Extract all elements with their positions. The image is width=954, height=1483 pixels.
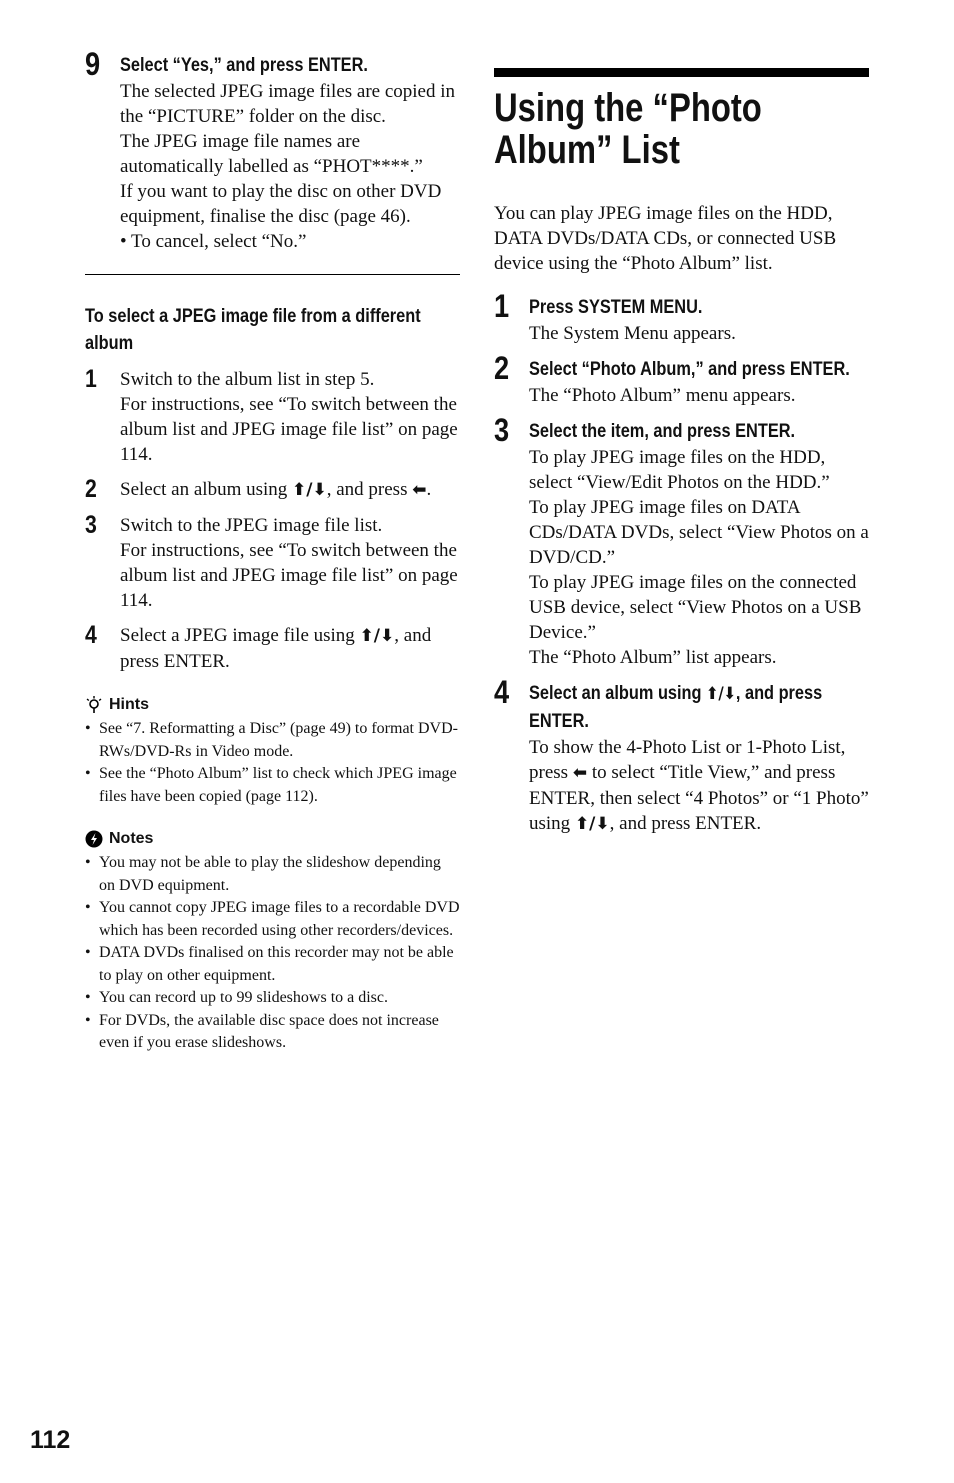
up-down-arrow-icon: ⬆/⬇ [706, 684, 736, 704]
step-text-part: , and press ENTER. [120, 625, 432, 672]
lightbulb-icon [85, 696, 103, 714]
notes-heading [85, 830, 460, 848]
page-number: 112 [30, 1426, 71, 1454]
step-text: The “Photo Album” list appears. [529, 647, 777, 668]
step-text [120, 477, 460, 503]
hints-heading [85, 696, 460, 714]
notes-box [85, 830, 460, 1055]
substep-4 [85, 623, 460, 674]
step-heading: Select the item, and press ENTER. [529, 421, 796, 442]
step-text-part: to select “Title View,” and press ENTER, then select “4 Photos” or “1 Photo” using [529, 762, 869, 834]
step-2 [494, 350, 869, 408]
list-item: • You can record up to 99 slideshows to a disc. [85, 987, 460, 1010]
step-text [529, 735, 869, 837]
left-column [85, 46, 460, 1055]
hints-list [85, 718, 460, 808]
return-arrow-icon: ⬅ [412, 480, 427, 500]
step-heading: Select “Photo Album,” and press ENTER. [529, 359, 850, 380]
step-3 [494, 412, 869, 670]
notes-warning-icon [85, 830, 103, 848]
step-text: Switch to the JPEG image file list. [120, 515, 383, 536]
up-down-arrow-icon: ⬆/⬇ [292, 480, 327, 500]
step-number: 1 [85, 365, 97, 393]
step-text-part: Select an album using [120, 479, 288, 500]
step-text-part: , and press ENTER. [609, 813, 762, 834]
step-text: The selected JPEG image files are copied in the “PICTURE” folder on the disc. [120, 81, 456, 127]
step-text-part: . [426, 479, 432, 500]
step-text [120, 623, 460, 674]
step-text-part: Select a JPEG image file using [120, 625, 355, 646]
up-down-arrow-icon: ⬆/⬇ [574, 814, 610, 834]
substep-1 [85, 367, 460, 467]
step-text: To play JPEG image files on the HDD, select “View/Edit Photos on the HDD.” [529, 447, 830, 493]
page-title [494, 87, 869, 171]
section-subheading: To select a JPEG image file from a different album [85, 306, 421, 354]
step-number: 3 [85, 511, 97, 539]
step-number: 2 [494, 350, 510, 386]
step-text: Switch to the album list in step 5. [120, 369, 375, 390]
list-item: • See “7. Reformatting a Disc” (page 49) to format DVD-RWs/DVD-Rs in Video mode. [85, 718, 460, 763]
step-1 [494, 288, 869, 346]
hints-box [85, 696, 460, 808]
list-item: • You may not be able to play the slideshow depending on DVD equipment. [85, 852, 460, 897]
hints-title: Hints [109, 696, 149, 713]
substep-2 [85, 477, 460, 503]
return-arrow-icon: ⬅ [572, 763, 588, 783]
step-text: If you want to play the disc on other DVD equipment, finalise the disc (page 46). [120, 181, 442, 227]
step-text: • To cancel, select “No.” [120, 231, 307, 252]
step-number: 3 [494, 412, 510, 448]
step-text: The System Menu appears. [529, 323, 736, 344]
step-number: 9 [85, 46, 101, 82]
step-heading-part: Select an album using [529, 683, 702, 704]
step-4 [494, 674, 869, 837]
step-heading: Press SYSTEM MENU. [529, 297, 703, 318]
list-item: • DATA DVDs finalised on this recorder may not be able to play on other equipment. [85, 942, 460, 987]
page-title-line: Album” List [494, 128, 680, 172]
step-text: For instructions, see “To switch between the album list and JPEG image file list” on page 114. [120, 394, 458, 465]
step-number: 4 [85, 621, 97, 649]
step-number: 2 [85, 475, 97, 503]
step-heading-part: , and press ENTER. [529, 683, 823, 732]
step-heading: Select “Yes,” and press ENTER. [120, 55, 368, 76]
notes-title: Notes [109, 830, 154, 847]
page-title-line: Using the “Photo [494, 86, 762, 130]
notes-list [85, 852, 460, 1055]
step-text: The JPEG image file names are automatically labelled as “PHOT****.” [120, 131, 423, 177]
step-heading [529, 680, 868, 735]
list-item: • You cannot copy JPEG image files to a recordable DVD which has been recorded using other recorders/devices. [85, 897, 460, 942]
right-column [494, 68, 869, 837]
divider [85, 274, 460, 275]
title-rule [494, 68, 869, 77]
up-down-arrow-icon: ⬆/⬇ [359, 626, 395, 646]
step-9 [85, 46, 460, 254]
substep-3 [85, 513, 460, 613]
step-text: To play JPEG image files on DATA CDs/DATA DVDs, select “View Photos on a DVD/CD.” [529, 497, 869, 568]
step-text-part: , and press [326, 479, 408, 500]
step-text: To play JPEG image files on the connected USB device, select “View Photos on a USB Device.” [529, 572, 862, 643]
step-text-part: To show the 4-Photo List or 1-Photo List, press [529, 737, 846, 783]
intro-paragraph: You can play JPEG image files on the HDD, DATA DVDs/DATA CDs, or connected USB device using the “Photo Album” list. [494, 203, 837, 274]
step-number: 4 [494, 674, 510, 710]
step-number: 1 [494, 288, 510, 324]
list-item: • For DVDs, the available disc space does not increase even if you erase slideshows. [85, 1010, 460, 1055]
step-text: The “Photo Album” menu appears. [529, 385, 796, 406]
step-text: For instructions, see “To switch between the album list and JPEG image file list” on page 114. [120, 540, 458, 611]
list-item: • See the “Photo Album” list to check which JPEG image files have been copied (page 112). [85, 763, 460, 808]
